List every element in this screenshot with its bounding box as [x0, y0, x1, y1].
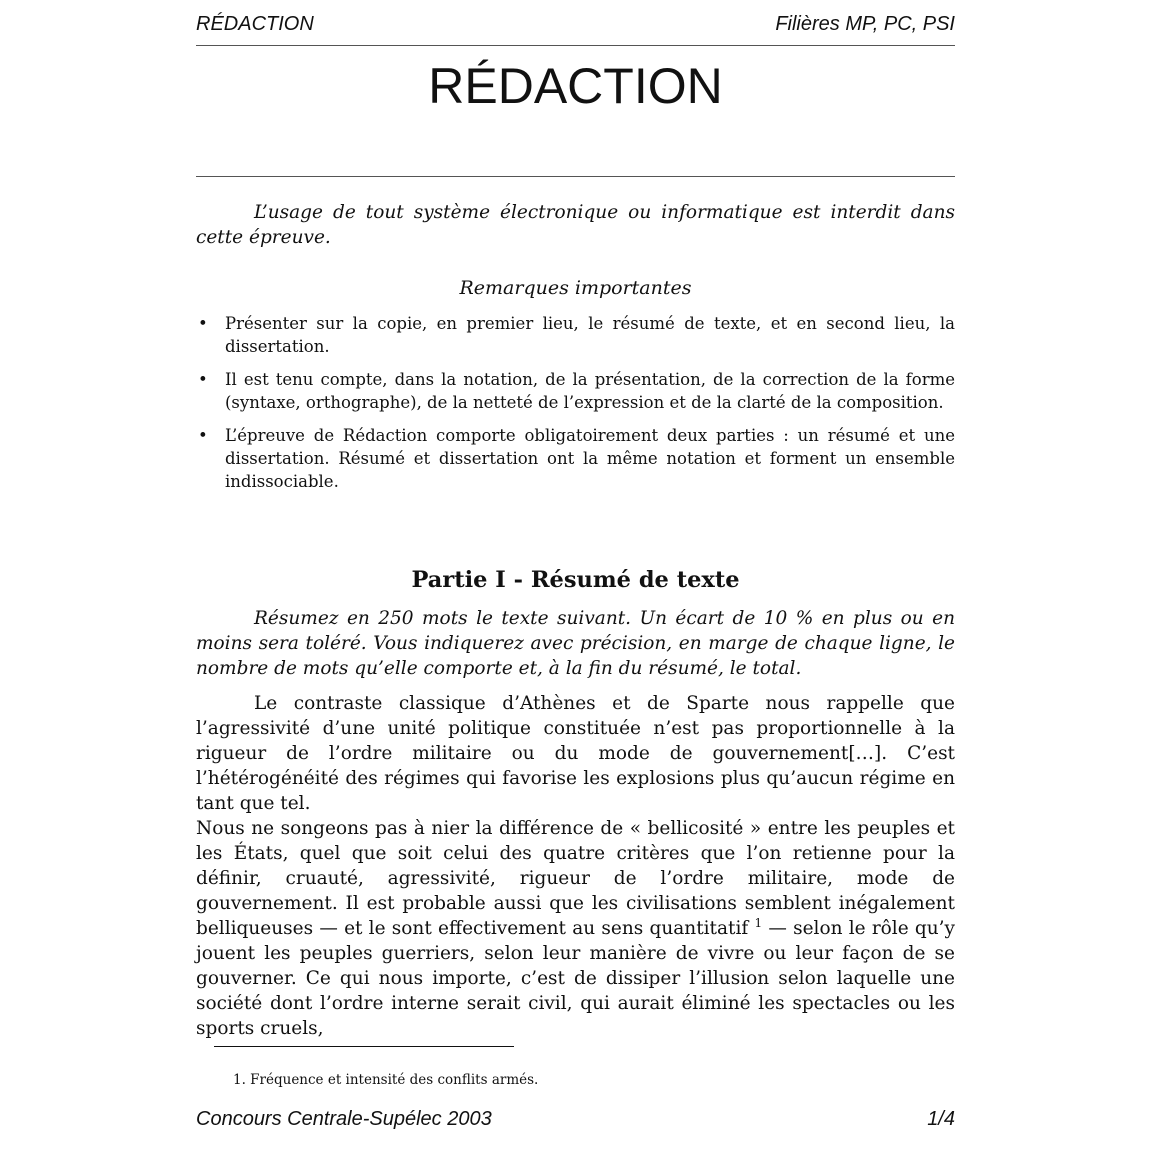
remarks-heading: Remarques importantes — [459, 277, 692, 299]
header-rule — [196, 45, 955, 46]
bullet-icon: • — [198, 370, 208, 389]
exam-page — [196, 0, 955, 1152]
remark-item — [196, 368, 955, 414]
source-text — [196, 691, 955, 1041]
resume-instruction: Résumez en 250 mots le texte suivant. Un écart de 10 % en plus ou en moins sera toléré. Vous indiquerez avec précision, en marge de chaque ligne, le nombre de mots qu’elle comporte et, à la fin du résumé, le total. — [196, 608, 955, 679]
header-right: Filières MP, PC, PSI — [775, 13, 955, 35]
bullet-icon: • — [198, 314, 208, 333]
document-title: RÉDACTION — [428, 58, 723, 114]
running-footer — [196, 1105, 955, 1133]
text-paragraph-2-start: Nous ne songeons pas à nier la différence de « bellicosité » entre les peuples et les États, quel que soit celui des quatre critères que l’on retienne pour la définir, cruauté, agressivité, rigueur de l’ordre militaire, mode de gouvernement. Il est probable aussi que les civilisations semblent inégalement belliqueuses — et le sont effectivement au sens quantitatif — [196, 818, 955, 939]
part1-heading: Partie I - Résumé de texte — [411, 567, 740, 593]
footnote-rule — [214, 1046, 514, 1047]
remark-text: Il est tenu compte, dans la notation, de la présentation, de la correction de la forme (syntaxe, orthographe), de la netteté de l’expression et de la clarté de la composition. — [225, 370, 955, 412]
remark-text: Présenter sur la copie, en premier lieu, le résumé de texte, et en second lieu, la dissertation. — [225, 314, 955, 356]
text-paragraph-2 — [196, 816, 955, 1041]
page-number: 1/4 — [927, 1108, 955, 1130]
text-paragraph-1: Le contraste classique d’Athènes et de Sparte nous rappelle que l’agressivité d’une unité politique constituée n’est pas proportionnelle à la rigueur de l’ordre militaire ou du mode de gouvernement[…]. C’est l’hétérogénéité des régimes qui favorise les explosions plus qu’aucun régime en tant que tel. — [196, 693, 955, 814]
header-left: RÉDACTION — [196, 13, 314, 35]
general-instruction: L’usage de tout système électronique ou informatique est interdit dans cette épreuve. — [196, 202, 955, 248]
remarks-list — [196, 312, 955, 503]
title-rule — [196, 176, 955, 177]
footer-left: Concours Centrale-Supélec 2003 — [196, 1108, 492, 1130]
remark-text: L’épreuve de Rédaction comporte obligatoirement deux parties : un résumé et une dissertation. Résumé et dissertation ont la même notation et forment un ensemble indissociable. — [225, 426, 955, 491]
footnote: 1. Fréquence et intensité des conflits armés. — [233, 1072, 539, 1088]
text-paragraph-2-end: — selon le rôle qu’y jouent les peuples guerriers, selon leur manière de vivre ou leur façon de se gouverner. Ce qui nous importe, c’est de dissiper l’illusion selon laquelle une société dont l’ordre interne serait civil, qui aurait éliminé les spectacles ou les sports cruels, — [196, 918, 955, 1039]
footnote-reference: 1 — [754, 915, 763, 930]
bullet-icon: • — [198, 426, 208, 445]
running-header — [196, 10, 955, 38]
remark-item — [196, 312, 955, 358]
remark-item — [196, 424, 955, 493]
